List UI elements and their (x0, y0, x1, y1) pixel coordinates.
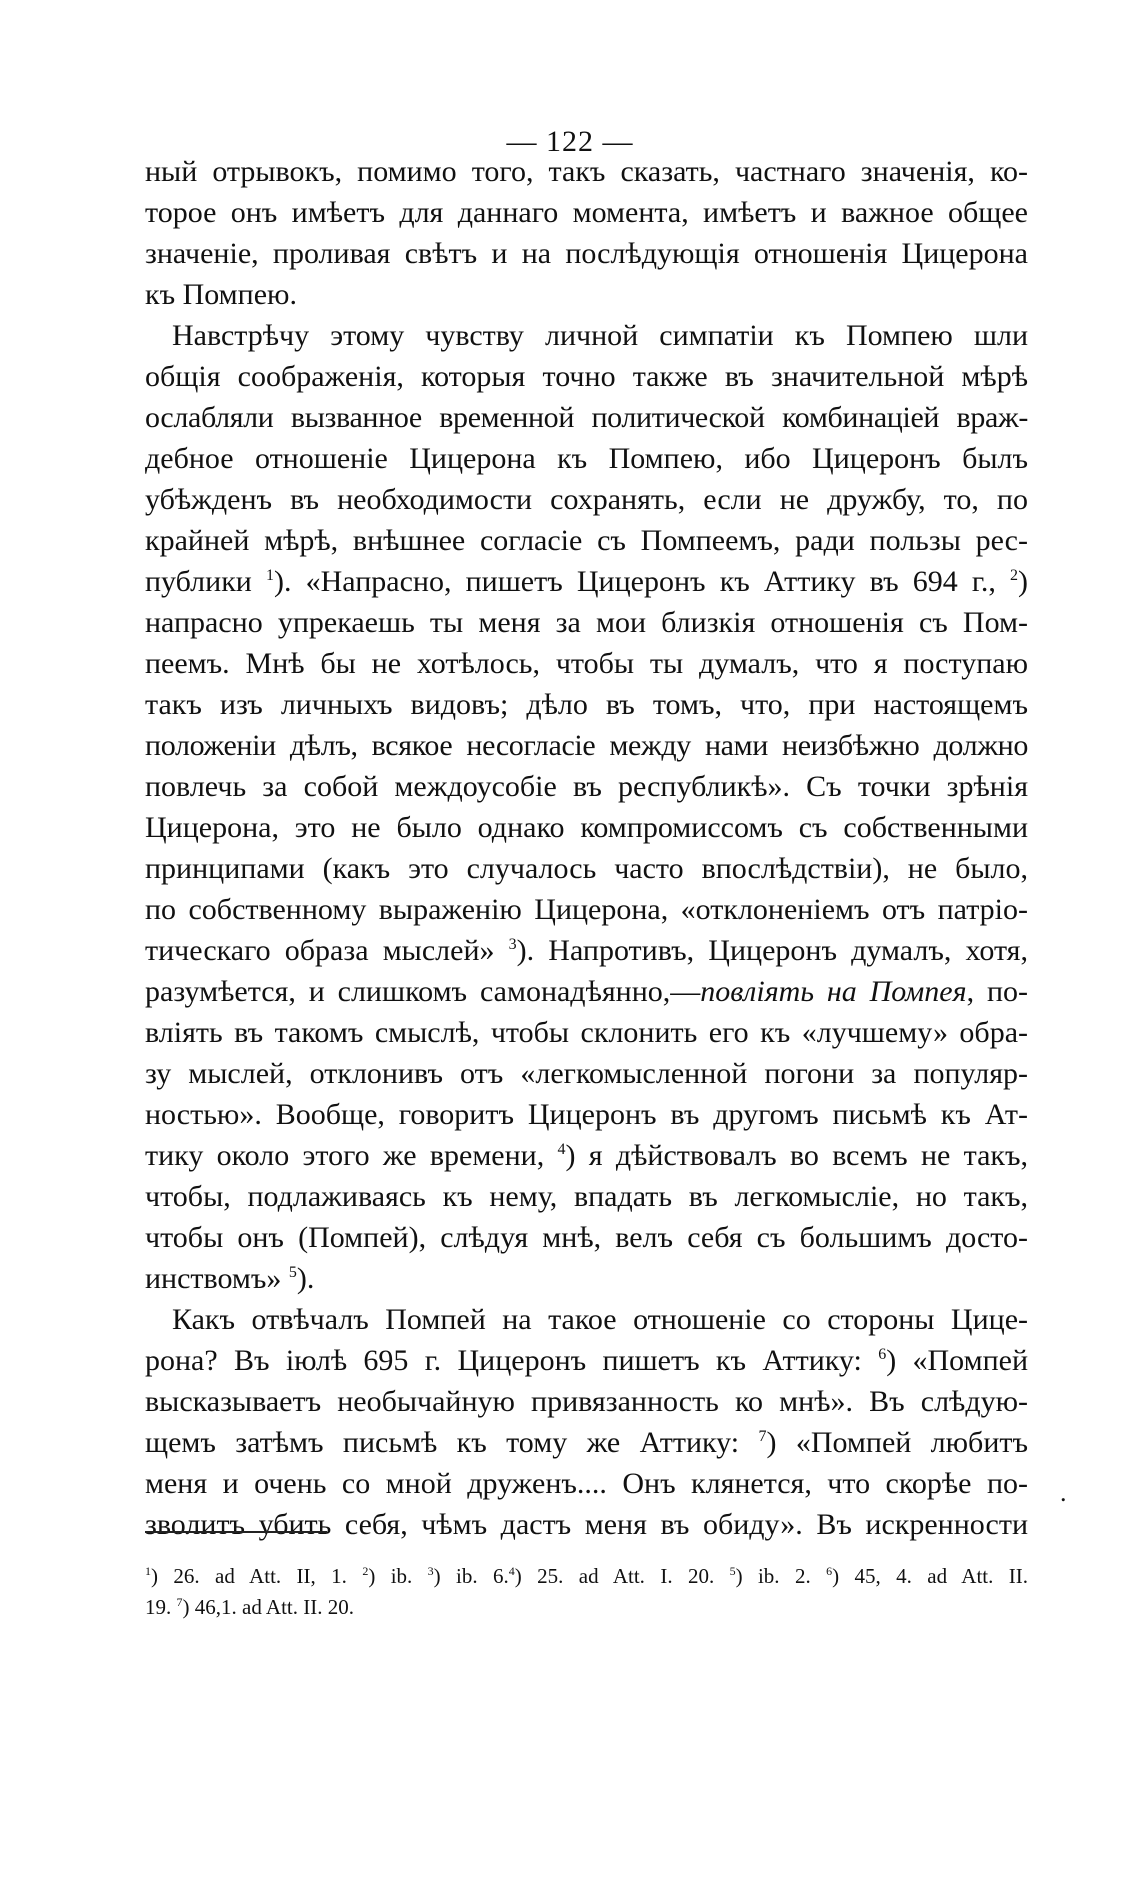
footnote-text: ) ib. (368, 1564, 428, 1588)
footnote-ref: 4 (557, 1141, 566, 1158)
text-line (145, 931, 1028, 971)
text-line: ностью». Вообще, говоритъ Цицеронъ въ другомъ письмѣ къ Ат- (145, 1098, 1028, 1131)
footnote-text: ) 26. ad Att. II, 1. (151, 1564, 363, 1588)
text-line: чтобы, подлаживаясь къ нему, впадать въ легкомысліе, но такъ, (145, 1180, 1028, 1213)
paragraph-start-line: Какъ отвѣчалъ Помпей на такое отношеніе со стороны Цице- (172, 1303, 1028, 1336)
text-line (145, 1423, 1028, 1463)
text-line: ный отрывокъ, помимо того, такъ сказать, частнаго значенія, ко- (145, 155, 1028, 188)
text-line: ослабляли вызванное временной политической комбинаціей враж- (145, 401, 1028, 434)
footnote-divider (145, 1531, 327, 1533)
italic-phrase: повліять на Помпея (700, 975, 967, 1008)
footnote-line (145, 1592, 1028, 1622)
footnote-ref: 7 (758, 1428, 767, 1445)
text-segment: ) «Помпей любитъ (766, 1426, 1028, 1459)
stray-mark: . (1060, 1478, 1067, 1507)
text-line: общія соображенія, которыя точно также въ значительной мѣрѣ (145, 360, 1028, 393)
text-segment: щемъ затѣмъ письмѣ къ тому же Аттику: (145, 1426, 759, 1459)
text-line: дебное отношеніе Цицерона къ Помпею, ибо Цицеронъ былъ (145, 442, 1028, 475)
page-number: — 122 — (506, 125, 634, 158)
text-segment: ) (1017, 565, 1028, 598)
text-line (145, 562, 1028, 602)
text-segment: ). Напротивъ, Цицеронъ думалъ, хотя, (516, 934, 1028, 967)
text-line: принципами (какъ это случалось часто впослѣдствіи), не было, (145, 852, 1028, 885)
footnote-ref: 1 (265, 567, 274, 584)
text-line: торое онъ имѣетъ для даннаго момента, имѣетъ и важное общее (145, 196, 1028, 229)
text-line: пеемъ. Мнѣ бы не хотѣлось, чтобы ты думалъ, что я поступаю (145, 647, 1028, 680)
text-segment: разумѣется, и слишкомъ самонадѣянно,— (145, 975, 701, 1008)
footnote-text: 19. (145, 1595, 177, 1619)
footnote-ref: 2 (1009, 567, 1018, 584)
footnote-marker: 7 (176, 1595, 183, 1609)
text-segment: ) я дѣйствовалъ во всемъ не такъ, (565, 1139, 1028, 1172)
text-line: зволитъ убить себя, чѣмъ дастъ меня въ обиду». Въ искренности (145, 1508, 1028, 1541)
text-segment: тическаго образа мыслей» (145, 934, 509, 967)
text-segment: ). (296, 1262, 315, 1295)
text-line: такъ изъ личныхъ видовъ; дѣло въ томъ, что, при настоящемъ (145, 688, 1028, 721)
footnote-line (145, 1561, 1028, 1591)
text-segment: публики (145, 565, 266, 598)
paragraph-start-line: Навстрѣчу этому чувству личной симпатіи къ Помпею шли (172, 319, 1028, 352)
footnote-marker: 1 (145, 1564, 151, 1578)
text-line (145, 1136, 1028, 1176)
footnote-marker: 6 (826, 1564, 833, 1578)
footnote-text: ) ib. 6. (433, 1564, 509, 1588)
footnote-text: ) ib. 2. (735, 1564, 827, 1588)
text-segment: тику около этого же времени, (145, 1139, 558, 1172)
text-line: повлечь за собой междоусобіе въ республикѣ». Съ точки зрѣнія (145, 770, 1028, 803)
text-line: положеніи дѣлъ, всякое несогласіе между нами неизбѣжно должно (145, 729, 1028, 762)
text-line: зу мыслей, отклонивъ отъ «легкомысленной погони за популяр- (145, 1057, 1028, 1090)
text-line: вліять въ такомъ смыслѣ, чтобы склонить его къ «лучшему» обра- (145, 1016, 1028, 1049)
text-line (145, 1259, 1028, 1299)
footnote-ref: 3 (508, 936, 517, 953)
text-segment: ). «Напрасно, пишетъ Цицеронъ къ Аттику въ 694 г., (273, 565, 1010, 598)
text-line: крайней мѣрѣ, внѣшнее согласіе съ Помпеемъ, ради пользы рес- (145, 524, 1028, 557)
text-line: Цицерона, это не было однако компромиссомъ съ собственными (145, 811, 1028, 844)
footnote-marker: 2 (362, 1564, 369, 1578)
footnote-marker: 5 (729, 1564, 736, 1578)
text-line: меня и очень со мной друженъ.... Онъ клянется, что скорѣе по- (145, 1467, 1028, 1500)
text-line (145, 972, 1028, 1012)
text-line: значеніе, проливая свѣтъ и на послѣдующія отношенія Цицерона (145, 237, 1028, 270)
footnote-ref: 5 (288, 1264, 297, 1281)
text-segment: рона? Въ іюлѣ 695 г. Цицеронъ пишетъ къ Аттику: (145, 1344, 879, 1377)
footnote-text: ) 25. ad Att. I. 20. (514, 1564, 730, 1588)
text-line: къ Помпею. (145, 278, 297, 311)
text-line: убѣжденъ въ необходимости сохранять, если не дружбу, то, по (145, 483, 1028, 516)
footnote-marker: 4 (508, 1564, 515, 1578)
text-line: чтобы онъ (Помпей), слѣдуя мнѣ, велъ себя съ большимъ досто- (145, 1221, 1028, 1254)
text-line: по собственному выраженію Цицерона, «отклоненіемъ отъ патріо- (145, 893, 1028, 926)
footnote-marker: 3 (427, 1564, 434, 1578)
footnote-text: ) 46,1. ad Att. II. 20. (182, 1595, 354, 1619)
text-segment: ) «Помпей (886, 1344, 1028, 1377)
text-segment: инствомъ» (145, 1262, 289, 1295)
text-segment: , по- (966, 975, 1029, 1008)
footnote-text: ) 45, 4. ad Att. II. (832, 1564, 1029, 1588)
text-line (145, 1341, 1028, 1381)
text-line: напрасно упрекаешь ты меня за мои близкія отношенія съ Пом- (145, 606, 1028, 639)
footnote-ref: 6 (878, 1346, 887, 1363)
text-line: высказываетъ необычайную привязанность ко мнѣ». Въ слѣдую- (145, 1385, 1028, 1418)
